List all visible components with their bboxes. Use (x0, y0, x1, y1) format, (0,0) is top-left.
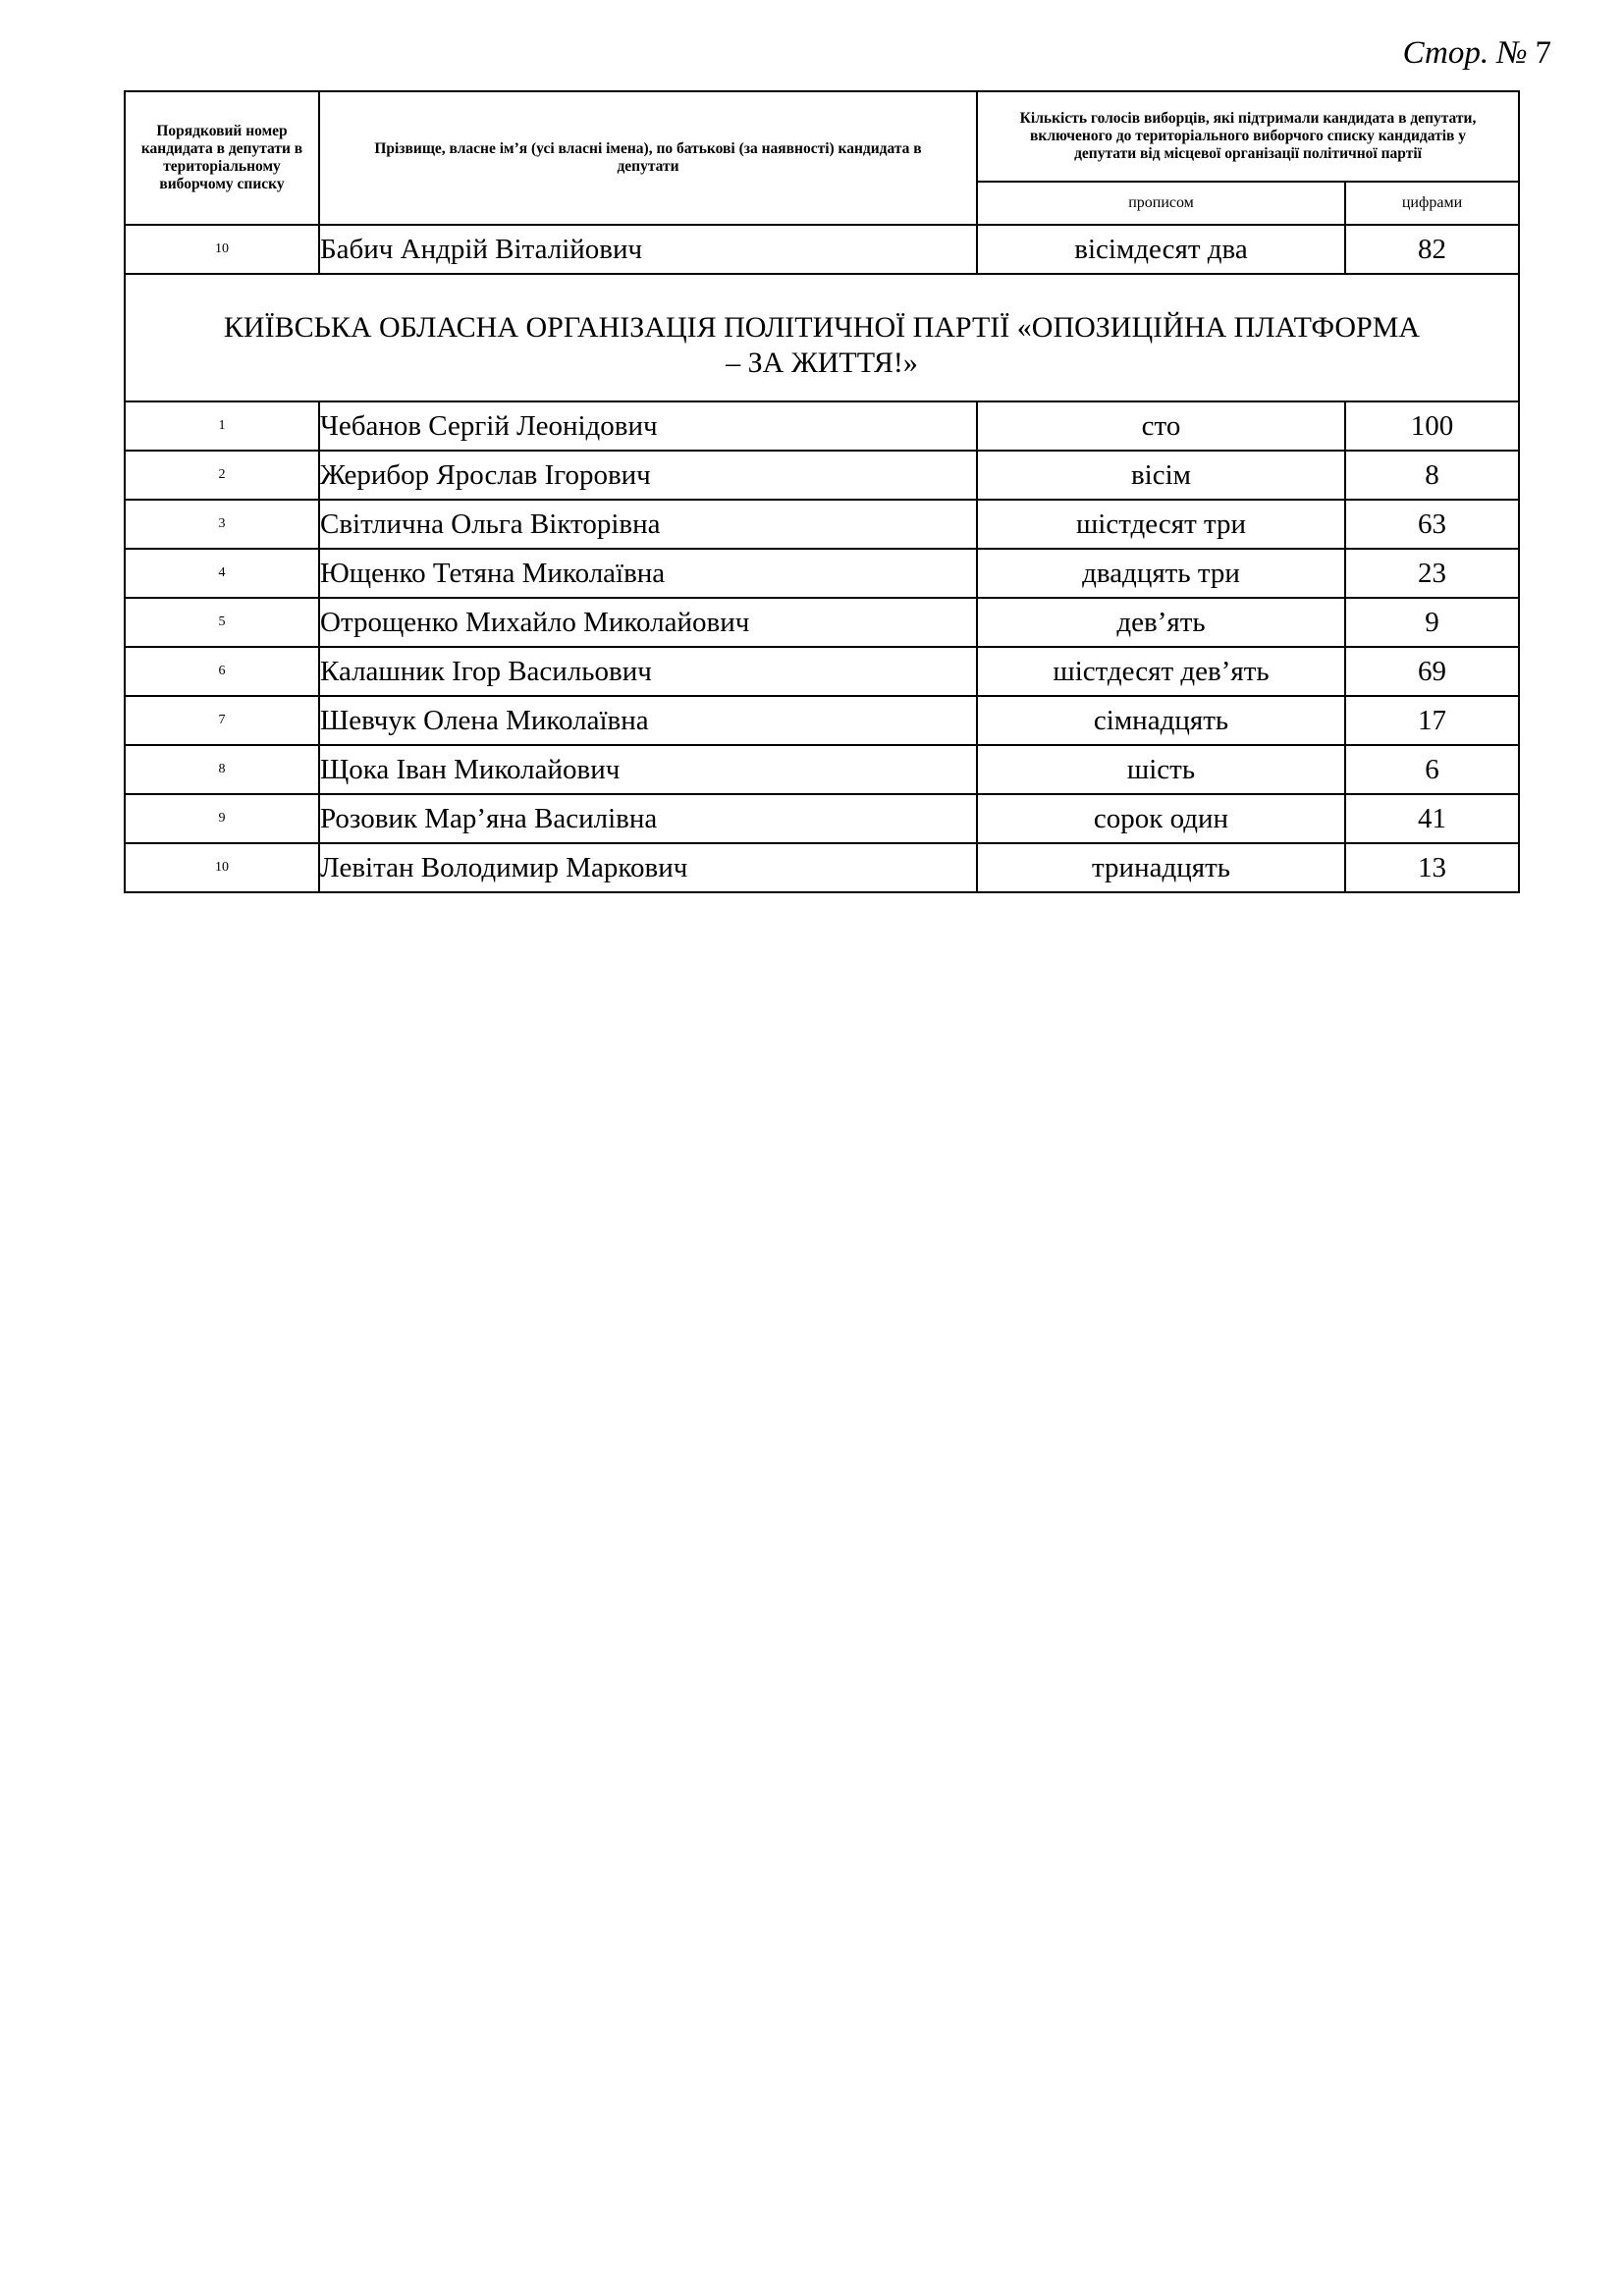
candidate-number: 7 (125, 696, 319, 745)
candidate-name: Бабич Андрій Віталійович (319, 225, 977, 274)
table-row (125, 696, 1519, 745)
candidate-name: Розовик Мар’яна Василівна (319, 794, 977, 843)
votes-in-words: двадцять три (977, 549, 1345, 598)
party-name-line-1: КИЇВСЬКА ОБЛАСНА ОРГАНІЗАЦІЯ ПОЛІТИЧНОЇ ПАРТІЇ «ОПОЗИЦІЙНА ПЛАТФОРМА (223, 311, 1421, 344)
votes-in-words: шістдесят три (977, 500, 1345, 549)
votes-in-digits: 41 (1345, 794, 1519, 843)
votes-in-words: вісімдесят два (977, 225, 1345, 274)
votes-in-words: тринадцять (977, 843, 1345, 892)
votes-in-words: сорок один (977, 794, 1345, 843)
votes-in-digits: 69 (1345, 647, 1519, 696)
candidate-number: 8 (125, 745, 319, 794)
votes-in-words: вісім (977, 451, 1345, 500)
candidate-number: 9 (125, 794, 319, 843)
candidate-number: 1 (125, 401, 319, 451)
table-row (125, 794, 1519, 843)
header-votes: Кількість голосів виборців, які підтримали кандидата в депутати, включеного до територіального виборчого списку кандидатів у депутати від місцевої організації політичної партії (977, 91, 1519, 182)
candidate-number: 2 (125, 451, 319, 500)
candidate-name: Шевчук Олена Миколаївна (319, 696, 977, 745)
candidate-number: 3 (125, 500, 319, 549)
table-row (125, 401, 1519, 451)
page-number (1178, 37, 1551, 70)
candidate-number: 10 (125, 225, 319, 274)
votes-in-digits: 8 (1345, 451, 1519, 500)
candidate-name: Щока Іван Миколайович (319, 745, 977, 794)
table-row (125, 843, 1519, 892)
table-row (125, 225, 1519, 274)
votes-in-digits: 17 (1345, 696, 1519, 745)
candidate-name: Калашник Ігор Васильович (319, 647, 977, 696)
page-number-value: 7 (1535, 35, 1551, 71)
votes-in-words: сімнадцять (977, 696, 1345, 745)
table-row (125, 451, 1519, 500)
header-candidate-number: Порядковий номер кандидата в депутати в територіальному виборчому списку (125, 91, 319, 225)
votes-in-words: шість (977, 745, 1345, 794)
candidate-number: 6 (125, 647, 319, 696)
votes-in-digits: 6 (1345, 745, 1519, 794)
votes-in-digits: 100 (1345, 401, 1519, 451)
table-row (125, 500, 1519, 549)
votes-in-digits: 82 (1345, 225, 1519, 274)
votes-in-words: шістдесят дев’ять (977, 647, 1345, 696)
table-row (125, 598, 1519, 647)
candidate-number: 4 (125, 549, 319, 598)
votes-in-digits: 23 (1345, 549, 1519, 598)
header-votes-in-words: прописом (977, 182, 1345, 225)
table-header-row (125, 91, 1519, 182)
candidate-name: Чебанов Сергій Леонідович (319, 401, 977, 451)
votes-table (124, 90, 1520, 893)
table-row (125, 549, 1519, 598)
table-row (125, 745, 1519, 794)
votes-in-words: сто (977, 401, 1345, 451)
table-row (125, 647, 1519, 696)
candidate-name: Левітан Володимир Маркович (319, 843, 977, 892)
header-votes-in-digits: цифрами (1345, 182, 1519, 225)
candidate-name: Світлична Ольга Вікторівна (319, 500, 977, 549)
party-row (125, 274, 1519, 401)
candidate-name: Отрощенко Михайло Миколайович (319, 598, 977, 647)
votes-in-digits: 13 (1345, 843, 1519, 892)
party-name-line-2: – ЗА ЖИТТЯ!» (726, 347, 918, 379)
party-name (125, 274, 1519, 401)
page-number-label: Стор. № (1402, 35, 1528, 71)
candidate-name: Жерибор Ярослав Ігорович (319, 451, 977, 500)
votes-in-digits: 63 (1345, 500, 1519, 549)
candidate-name: Ющенко Тетяна Миколаївна (319, 549, 977, 598)
header-candidate-name: Прізвище, власне ім’я (усі власні імена), по батькові (за наявності) кандидата в депутати (319, 91, 977, 225)
candidate-number: 10 (125, 843, 319, 892)
votes-in-words: дев’ять (977, 598, 1345, 647)
candidate-number: 5 (125, 598, 319, 647)
votes-in-digits: 9 (1345, 598, 1519, 647)
